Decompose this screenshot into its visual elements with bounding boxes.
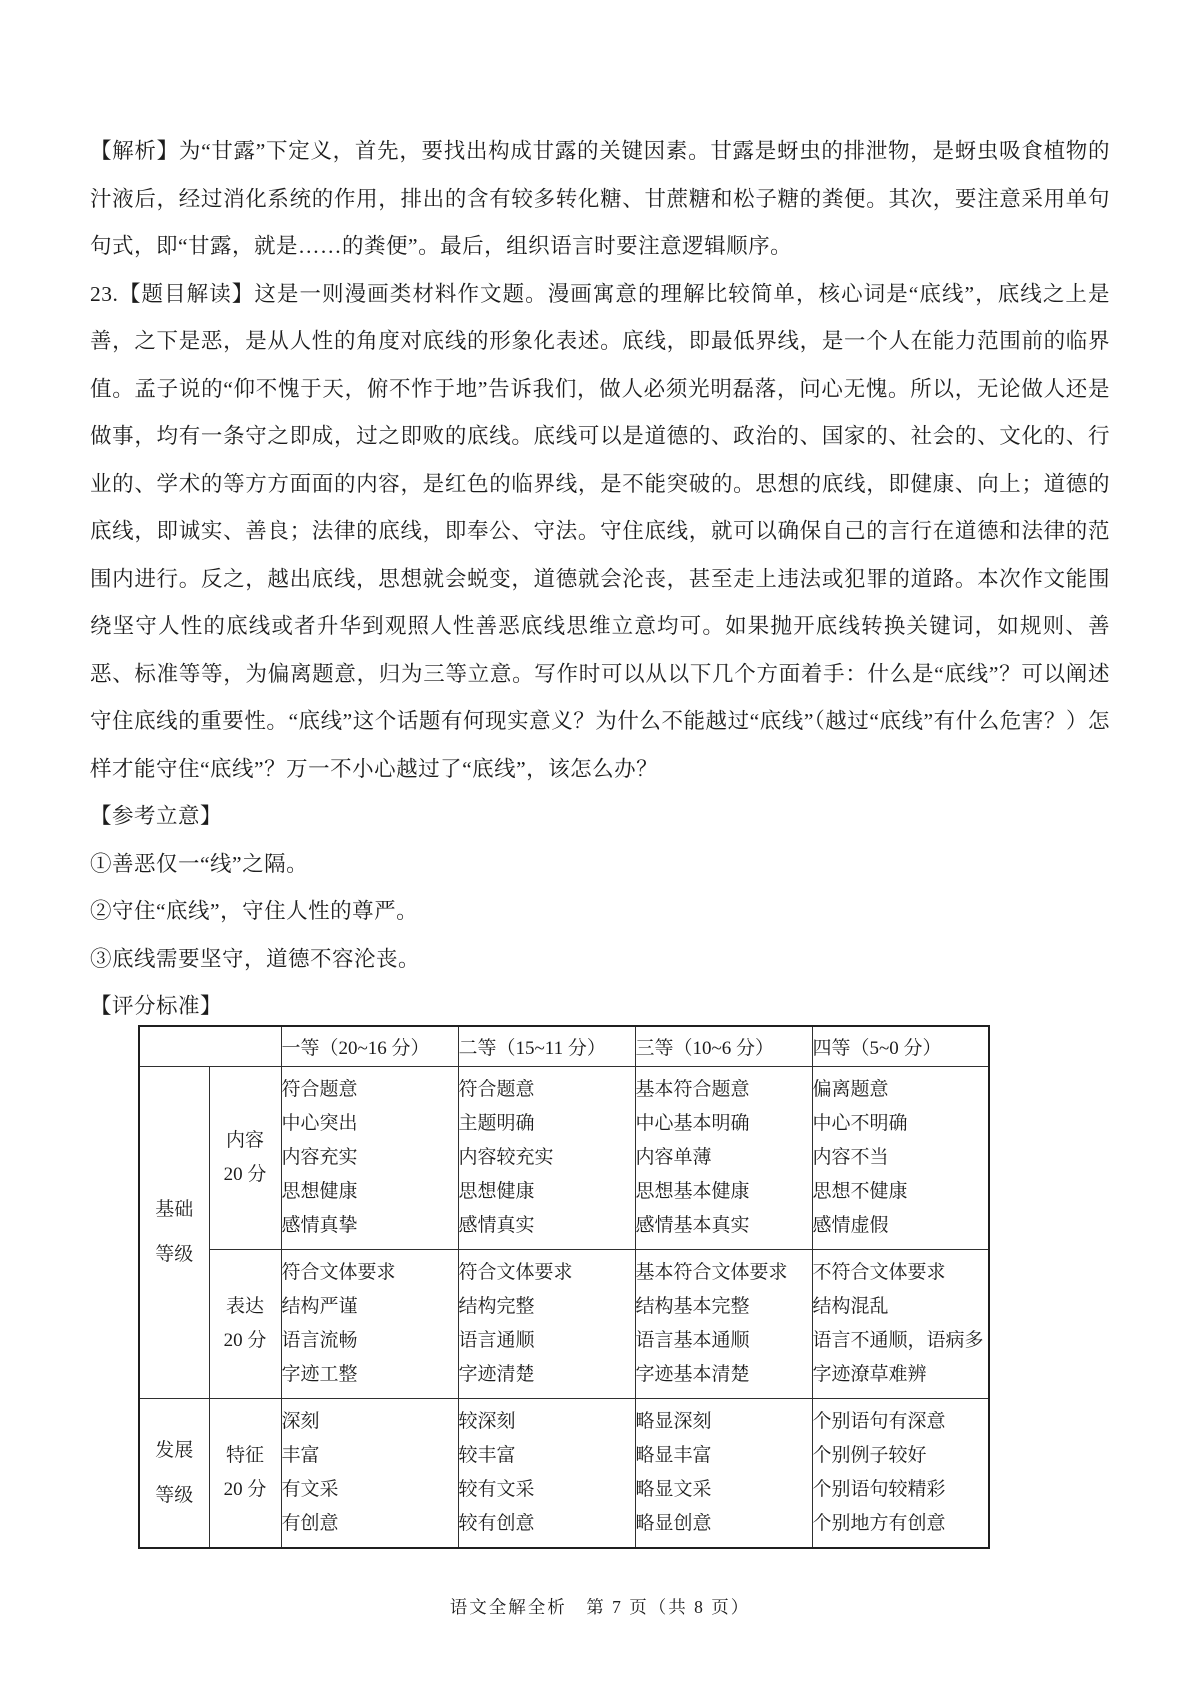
rubric-row-development — [139, 1398, 989, 1548]
document-body — [90, 128, 1110, 1549]
rubric-col-header-grade3: 三等（10~6 分） — [635, 1026, 812, 1067]
rubric-cell: 深刻 丰富 有文采 有创意 — [281, 1398, 458, 1548]
rubric-heading: 【评分标准】 — [90, 994, 223, 1018]
reference-idea-1: ①善恶仅一“线”之隔。 — [90, 851, 309, 876]
reference-idea-3: ③底线需要坚守，道德不容沦丧。 — [90, 946, 421, 971]
rubric-header-row — [139, 1026, 989, 1067]
rubric-cell: 基本符合文体要求 结构基本完整 语言基本通顺 字迹基本清楚 — [635, 1249, 812, 1398]
rubric-col-header-grade4: 四等（5~0 分） — [812, 1026, 989, 1067]
rubric-cell: 个别语句有深意 个别例子较好 个别语句较精彩 个别地方有创意 — [812, 1398, 989, 1548]
rubric-corner-cell — [139, 1026, 281, 1067]
rubric-sub-label-expression: 表达 20 分 — [209, 1249, 281, 1398]
rubric-group-label-development: 发展 等级 — [139, 1398, 209, 1548]
page-footer: 语文全解全析 第 7 页（共 8 页） — [449, 1597, 751, 1617]
rubric-row-content — [139, 1066, 989, 1249]
rubric-col-header-grade1: 一等（20~16 分） — [281, 1026, 458, 1067]
rubric-cell: 较深刻 较丰富 较有文采 较有创意 — [458, 1398, 635, 1548]
rubric-cell: 符合文体要求 结构严谨 语言流畅 字迹工整 — [281, 1249, 458, 1398]
rubric-cell: 基本符合题意 中心基本明确 内容单薄 思想基本健康 感情基本真实 — [635, 1066, 812, 1249]
rubric-group-label-basic: 基础 等级 — [139, 1066, 209, 1398]
rubric-sub-label-feature: 特征 20 分 — [209, 1398, 281, 1548]
rubric-row-expression — [139, 1249, 989, 1398]
rubric-table — [138, 1025, 990, 1549]
rubric-cell: 偏离题意 中心不明确 内容不当 思想不健康 感情虚假 — [812, 1066, 989, 1249]
question-23-interpretation-paragraph: 23.【题目解读】这是一则漫画类材料作文题。漫画寓意的理解比较简单，核心词是“底线”，底线之上是善，之下是恶，是从人性的角度对底线的形象化表述。底线，即最低界线，是一个人在能力范围前的临界值。孟子说的“仰不愧于天，俯不怍于地”告诉我们，做人必须光明磊落，问心无愧。所以，无论做人还是做事，均有一条守之即成，过之即败的底线。底线可以是道德的、政治的、国家的、社会的、文化的、行业的、学术的等方方面面的内容，是红色的临界线，是不能突破的。思想的底线，即健康、向上；道德的底线，即诚实、善良；法律的底线，即奉公、守法。守住底线，就可以确保自己的言行在道德和法律的范围内进行。反之，越出底线，思想就会蜕变，道德就会沦丧，甚至走上违法或犯罪的道路。本次作文能围绕坚守人性的底线或者升华到观照人性善恶底线思维立意均可。如果抛开底线转换关键词，如规则、善恶、标准等等，为偏离题意，归为三等立意。写作时可以从以下几个方面着手：什么是“底线”？可以阐述守住底线的重要性。“底线”这个话题有何现实意义？为什么不能越过“底线”（越过“底线”有什么危害？）怎样才能守住“底线”？万一不小心越过了“底线”，该怎么办？ — [90, 281, 1110, 781]
rubric-cell: 略显深刻 略显丰富 略显文采 略显创意 — [635, 1398, 812, 1548]
rubric-cell: 符合题意 主题明确 内容较充实 思想健康 感情真实 — [458, 1066, 635, 1249]
rubric-col-header-grade2: 二等（15~11 分） — [458, 1026, 635, 1067]
rubric-sub-label-content: 内容 20 分 — [209, 1066, 281, 1249]
rubric-cell: 不符合文体要求 结构混乱 语言不通顺，语病多 字迹潦草难辨 — [812, 1249, 989, 1398]
reference-idea-2: ②守住“底线”，守住人性的尊严。 — [90, 899, 419, 923]
rubric-cell: 符合题意 中心突出 内容充实 思想健康 感情真挚 — [281, 1066, 458, 1249]
analysis-paragraph: 【解析】为“甘露”下定义，首先，要找出构成甘露的关键因素。甘露是蚜虫的排泄物，是蚜虫吸食植物的汁液后，经过消化系统的作用，排出的含有较多转化糖、甘蔗糖和松子糖的粪便。其次，要注意采用单句句式，即“甘露，就是……的粪便”。最后，组织语言时要注意逻辑顺序。 — [90, 139, 1110, 258]
rubric-table-container — [138, 1025, 1110, 1549]
rubric-cell: 符合文体要求 结构完整 语言通顺 字迹清楚 — [458, 1249, 635, 1398]
reference-ideas-heading: 【参考立意】 — [90, 804, 223, 828]
